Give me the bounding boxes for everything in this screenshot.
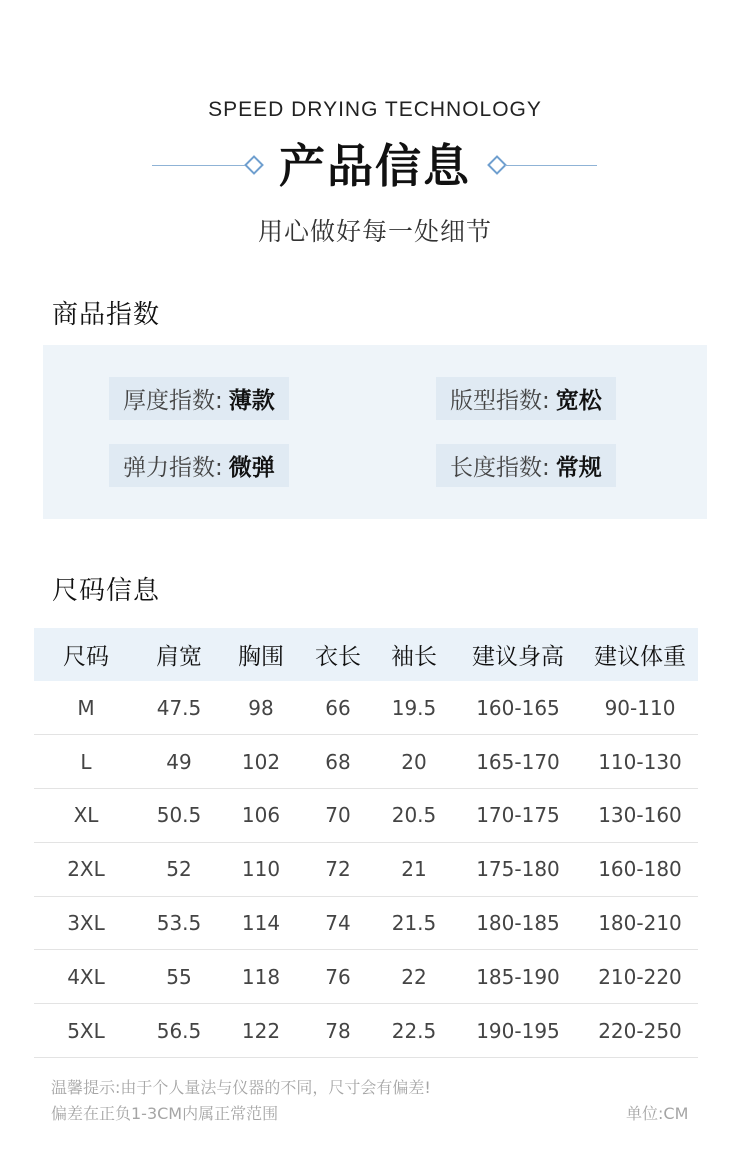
page-subtitle: 用心做好每一处细节: [257, 217, 492, 246]
index-label: 弹力指数:: [123, 455, 223, 481]
table-cell: 55: [138, 950, 220, 1004]
index-thickness: [109, 377, 289, 420]
table-cell: 22: [374, 950, 454, 1004]
table-cell: 130-160: [582, 789, 698, 843]
column-header: 尺码: [34, 628, 138, 681]
unit-label: 单位:CM: [626, 1104, 689, 1123]
table-cell: 220-250: [582, 1004, 698, 1058]
column-header: 胸围: [220, 628, 302, 681]
index-label: 长度指数:: [450, 455, 550, 481]
table-cell: 70: [302, 789, 374, 843]
index-label: 版型指数:: [450, 388, 550, 414]
table-cell: 180-185: [454, 896, 582, 950]
column-header: 建议身高: [454, 628, 582, 681]
table-cell: 98: [220, 681, 302, 735]
table-cell: 56.5: [138, 1004, 220, 1058]
table-cell: 52: [138, 842, 220, 896]
table-cell: 110: [220, 842, 302, 896]
page-title: 产品信息: [279, 139, 471, 193]
table-row: [34, 681, 698, 735]
index-value: 微弹: [228, 455, 275, 481]
index-value: 薄款: [228, 388, 275, 414]
column-header: 衣长: [302, 628, 374, 681]
index-elasticity: [109, 444, 289, 487]
index-length: [436, 444, 616, 487]
table-cell: 66: [302, 681, 374, 735]
column-header: 袖长: [374, 628, 454, 681]
table-cell: 170-175: [454, 789, 582, 843]
size-table: [34, 628, 698, 1058]
table-cell: 22.5: [374, 1004, 454, 1058]
table-cell: 210-220: [582, 950, 698, 1004]
table-row: [34, 896, 698, 950]
table-cell: 2XL: [34, 842, 138, 896]
table-cell: 102: [220, 735, 302, 789]
table-cell: XL: [34, 789, 138, 843]
table-cell: 4XL: [34, 950, 138, 1004]
table-row: [34, 789, 698, 843]
eyebrow-text: SPEED DRYING TECHNOLOGY: [208, 98, 542, 121]
table-cell: 21: [374, 842, 454, 896]
table-row: [34, 842, 698, 896]
index-value: 宽松: [555, 388, 602, 414]
product-index-heading: 商品指数: [52, 300, 161, 330]
table-cell: 106: [220, 789, 302, 843]
table-cell: 90-110: [582, 681, 698, 735]
table-cell: M: [34, 681, 138, 735]
table-cell: 185-190: [454, 950, 582, 1004]
table-cell: 72: [302, 842, 374, 896]
table-cell: 47.5: [138, 681, 220, 735]
table-cell: 78: [302, 1004, 374, 1058]
table-cell: 165-170: [454, 735, 582, 789]
measurement-tip: 温馨提示:由于个人量法与仪器的不同，尺寸会有偏差!: [51, 1078, 431, 1097]
table-cell: 175-180: [454, 842, 582, 896]
table-cell: 68: [302, 735, 374, 789]
table-cell: 118: [220, 950, 302, 1004]
index-fit: [436, 377, 616, 420]
title-row: [0, 140, 750, 192]
size-info-heading: 尺码信息: [52, 576, 161, 606]
column-header: 肩宽: [138, 628, 220, 681]
column-header: 建议体重: [582, 628, 698, 681]
table-cell: 20.5: [374, 789, 454, 843]
table-cell: 20: [374, 735, 454, 789]
table-cell: 190-195: [454, 1004, 582, 1058]
table-row: [34, 735, 698, 789]
table-cell: 114: [220, 896, 302, 950]
table-cell: 21.5: [374, 896, 454, 950]
table-cell: L: [34, 735, 138, 789]
table-cell: 160-165: [454, 681, 582, 735]
table-cell: 3XL: [34, 896, 138, 950]
table-row: [34, 1004, 698, 1058]
table-cell: 5XL: [34, 1004, 138, 1058]
table-row: [34, 950, 698, 1004]
table-header-row: [34, 628, 698, 681]
table-cell: 110-130: [582, 735, 698, 789]
table-cell: 49: [138, 735, 220, 789]
table-cell: 76: [302, 950, 374, 1004]
table-cell: 19.5: [374, 681, 454, 735]
table-cell: 53.5: [138, 896, 220, 950]
table-cell: 180-210: [582, 896, 698, 950]
product-index-panel: [43, 345, 707, 519]
table-cell: 122: [220, 1004, 302, 1058]
index-value: 常规: [555, 455, 602, 481]
table-cell: 74: [302, 896, 374, 950]
decor-line-right: [505, 165, 597, 166]
tolerance-note: 偏差在正负1-3CM内属正常范围: [51, 1104, 279, 1123]
table-cell: 160-180: [582, 842, 698, 896]
table-cell: 50.5: [138, 789, 220, 843]
index-label: 厚度指数:: [123, 388, 223, 414]
